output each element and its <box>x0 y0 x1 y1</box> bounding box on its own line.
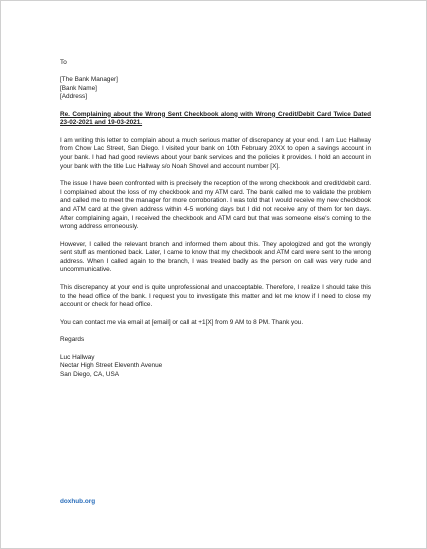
paragraph-followup: However, I called the relevant branch and informed them about this. They apologized and got the wrongly sent stuff as mentioned back. Later, I came to know that my checkbook and ATM card were sent to the wrong address. When I called again to the branch, I was treated badly as the person on call was very rude and uncommunicative. <box>60 240 371 274</box>
closing: Regards <box>60 336 85 344</box>
letter-body <box>60 59 371 379</box>
signature-city: San Diego, CA, USA <box>60 370 119 378</box>
signature-street: Nectar High Street Eleventh Avenue <box>60 362 163 370</box>
paragraph-issue: The issue I have been confronted with is precisely the reception of the wrong checkbook and credit/debit card. I complained about the loss of my checkbook and my ATM card. The bank called me to validate the problem and called me to meet the manager for more corroboration. I was told that I would receive my new checkbook and ATM card at the given address within 4-5 working days but I did not receive any of them for ten days. After complaining again, I received the checkbook and ATM card but that was someone else's coming to the wrong address erroneously. <box>60 180 371 231</box>
recipient-address: [Address] <box>60 93 87 101</box>
recipient-bank: [Bank Name] <box>60 84 97 92</box>
signature-name: Luc Hallway <box>60 353 95 361</box>
recipient-name: [The Bank Manager] <box>60 76 118 84</box>
signature-block <box>60 354 371 380</box>
footer-site-link[interactable]: doxhub.org <box>60 498 96 505</box>
paragraph-intro: I am writing this letter to complain about a much serious matter of discrepancy at your end. I am Luc Hallway from Chow Lac Street, San Diego. I visited your bank on 10th February 20XX to open a savings account in your bank. I had had good reviews about your bank services and the policies it provides. I hold an account in your bank with the title Luc Hallway s/o Noah Shovel and account number [X]. <box>60 136 371 170</box>
paragraph-escalation: This discrepancy at your end is quite unprofessional and unacceptable. Therefore, I realize I should take this to the head office of the bank. I request you to investigate this matter and let me know if I need to close my account or check for head office. <box>60 284 371 309</box>
to-label: To <box>60 59 67 66</box>
subject-line: Re. Complaining about the Wrong Sent Checkbook along with Wrong Credit/Debit Card Twice Dated 23-02-2021 and 19-03-2021. <box>60 110 371 127</box>
recipient-block <box>60 76 371 102</box>
paragraph-contact: You can contact me via email at [email] or call at +1[X] from 9 AM to 8 PM. Thank you. <box>60 318 304 326</box>
